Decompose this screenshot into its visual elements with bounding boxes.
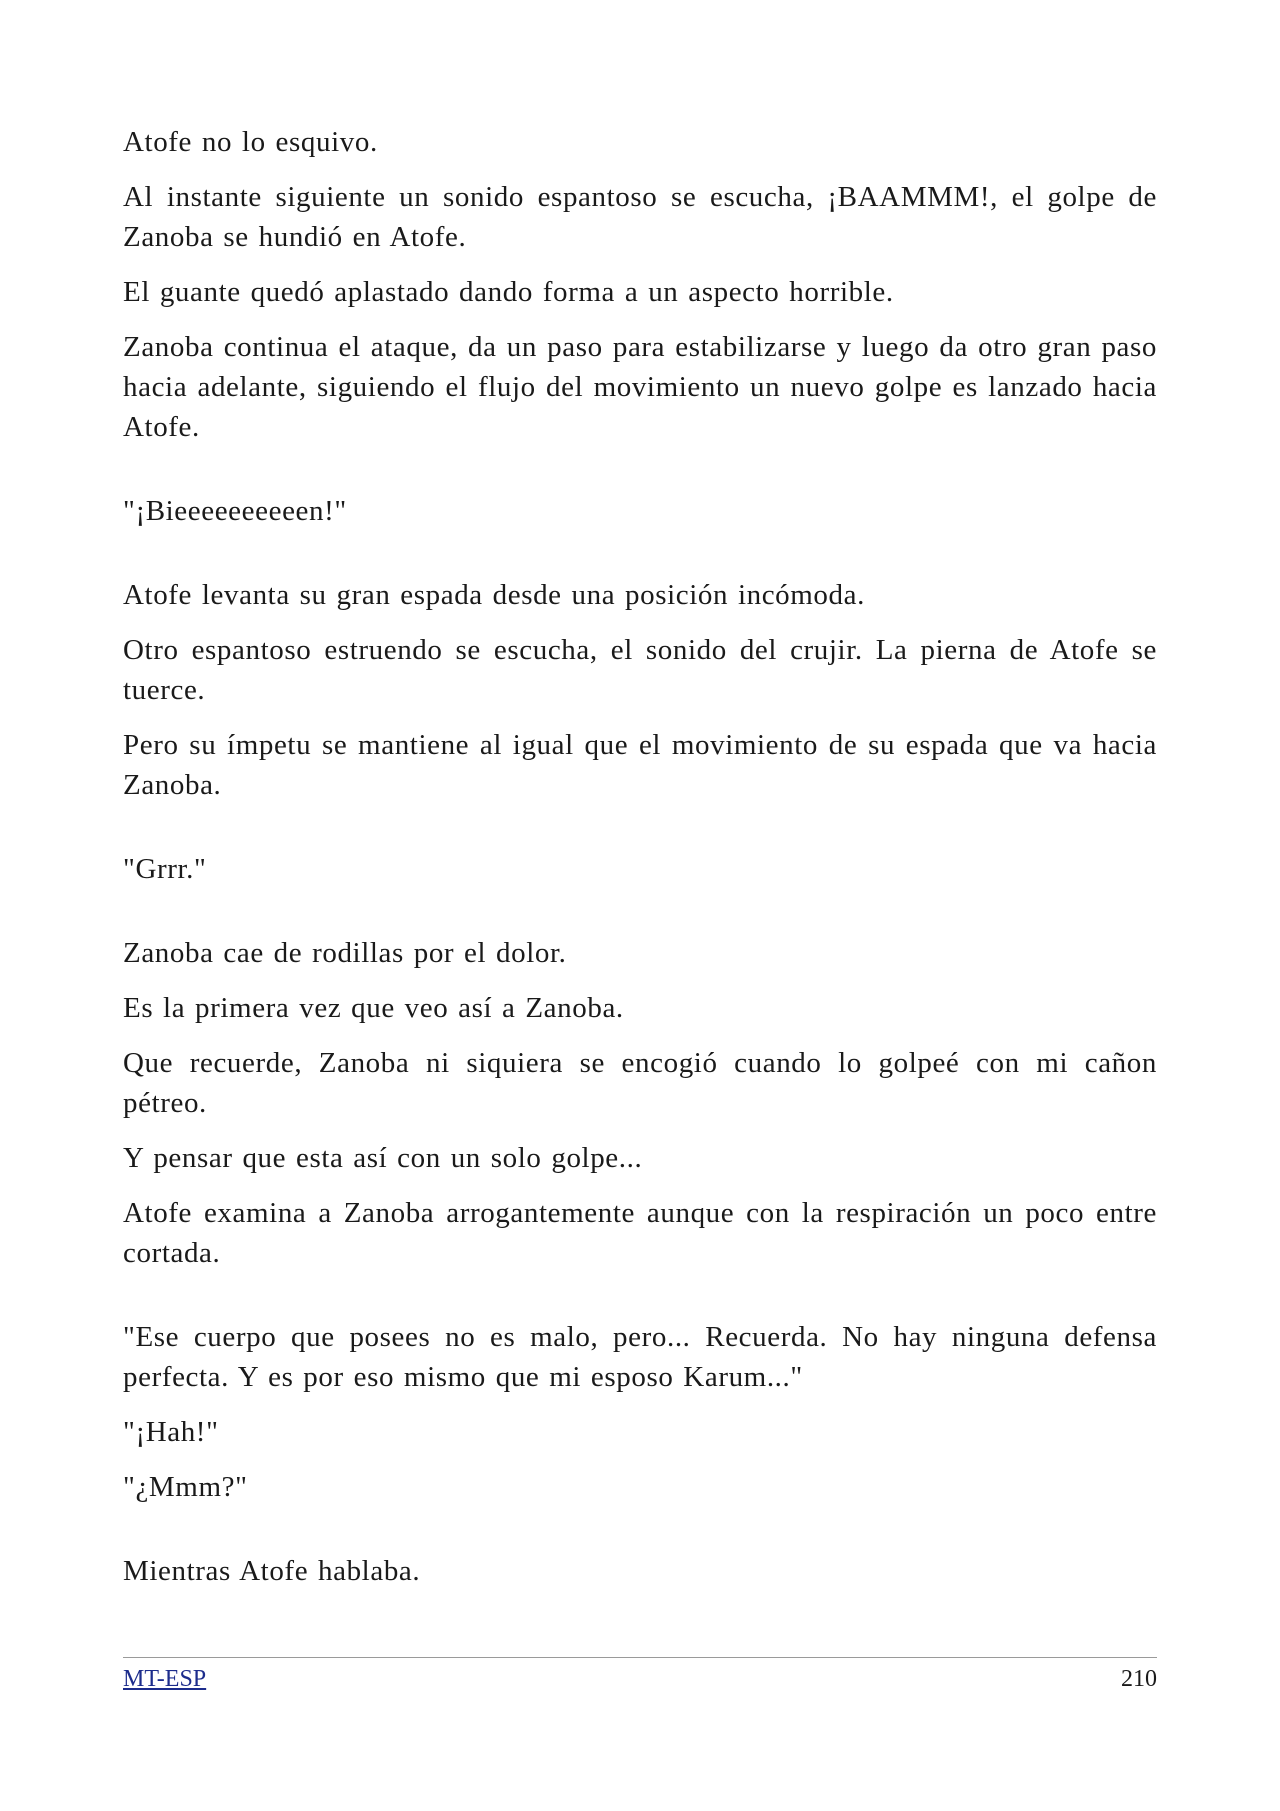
- paragraph: Atofe no lo esquivo.: [123, 126, 378, 158]
- dialogue-line: "¿Mmm?": [123, 1471, 248, 1503]
- page-number: 210: [1121, 1666, 1157, 1692]
- dialogue-line: "Grrr.": [123, 853, 207, 885]
- paragraph: El guante quedó aplastado dando forma a un aspecto horrible.: [123, 276, 894, 308]
- paragraph: Pero su ímpetu se mantiene al igual que el movimiento de su espada que va hacia Zanoba.: [123, 729, 1157, 801]
- paragraph: Mientras Atofe hablaba.: [123, 1555, 421, 1587]
- paragraph: Que recuerde, Zanoba ni siquiera se encogió cuando lo golpeé con mi cañon pétreo.: [123, 1047, 1157, 1119]
- dialogue-line: "¡Hah!": [123, 1416, 219, 1448]
- paragraph: Al instante siguiente un sonido espantoso se escucha, ¡BAAMMM!, el golpe de Zanoba se hundió en Atofe.: [123, 181, 1157, 253]
- dialogue-line: "¡Bieeeeeeeeeen!": [123, 495, 347, 527]
- paragraph: Atofe levanta su gran espada desde una posición incómoda.: [123, 579, 865, 611]
- paragraph: Y pensar que esta así con un solo golpe...: [123, 1142, 643, 1174]
- paragraph: Es la primera vez que veo así a Zanoba.: [123, 992, 624, 1024]
- paragraph: Otro espantoso estruendo se escucha, el sonido del crujir. La pierna de Atofe se tuerce.: [123, 634, 1157, 706]
- paragraph: Zanoba continua el ataque, da un paso para estabilizarse y luego da otro gran paso hacia adelante, siguiendo el flujo del movimiento un nuevo golpe es lanzado hacia Atofe.: [123, 331, 1157, 443]
- footer-source-link[interactable]: MT-ESP: [123, 1666, 207, 1692]
- dialogue-line: "Ese cuerpo que posees no es malo, pero... Recuerda. No hay ninguna defensa perfecta. Y es por eso mismo que mi esposo Karum...": [123, 1321, 1157, 1393]
- page-footer: [123, 1657, 1157, 1694]
- paragraph: Atofe examina a Zanoba arrogantemente aunque con la respiración un poco entre cortada.: [123, 1197, 1157, 1269]
- paragraph: Zanoba cae de rodillas por el dolor.: [123, 937, 567, 969]
- page-body: [123, 122, 1157, 1606]
